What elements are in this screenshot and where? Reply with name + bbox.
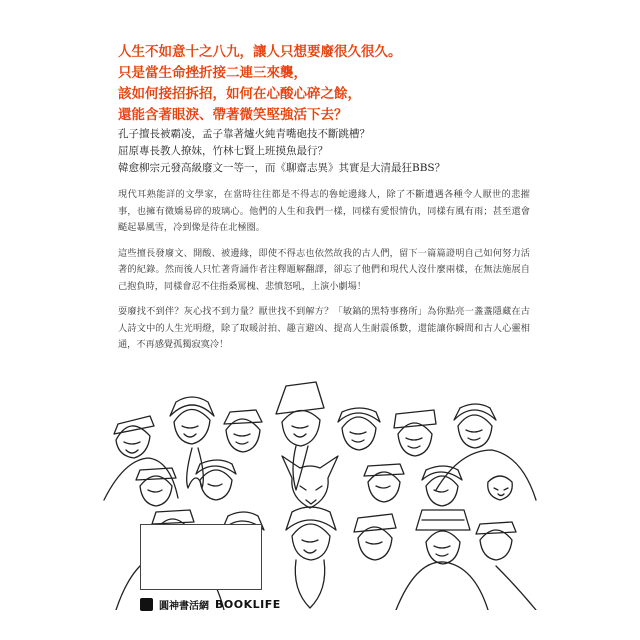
question-line: 韓愈柳宗元發高級廢文一等一，而《聊齋志異》其實是大清最狂BBS？ <box>118 162 446 174</box>
publisher-logo-icon <box>140 598 153 611</box>
publisher-footer <box>140 596 281 612</box>
body-paragraph: 現代耳熟能詳的文學家，在當時往往都是不得志的魯蛇邊緣人，除了不斷遭遇各種令人厭世的悲摧事，也擁有微嬌易碎的玻璃心。他們的人生和我們一樣，同樣有愛恨情仇，同樣有風有雨；甚至還會颳起暴風雪，冷到像是待在北極圈。 <box>118 189 530 233</box>
barcode-placeholder <box>140 524 262 590</box>
figure-group-middle <box>136 456 512 508</box>
hook-line: 該如何接招拆招，如何在心酸心碎之餘， <box>118 86 361 102</box>
body-paragraph: 這些擅長發廢文、開酸、被邊緣，即使不得志也依然故我的古人們，留下一篇篇證明自己如何努力活著的紀錄。然而後人只忙著背誦作者注釋題解翻譯，卻忘了他們和現代人沒什麼兩樣，在無法施展自己抱負時，同樣會忍不住指桑罵槐、悲憤怒吼，上演小劇場！ <box>118 247 530 292</box>
publisher-name: 圓神書活網 <box>159 600 209 612</box>
question-line: 屈原專長教人撩妹，竹林七賢上班摸魚最行？ <box>118 145 328 157</box>
hook-line: 還能含著眼淚、帶著微笑堅強活下去？ <box>118 107 348 123</box>
hook-line: 只是當生命挫折接二連三來襲， <box>118 65 307 81</box>
question-block <box>118 126 538 177</box>
fox-figure <box>282 456 338 508</box>
headline-hook <box>118 42 548 126</box>
brand-wordmark: BOOKLIFE <box>215 597 281 611</box>
hook-line: 人生不如意十之八九，讓人只想要廢很久很久。 <box>118 44 402 60</box>
body-paragraph: 耍廢找不到伴？灰心找不到力量？厭世找不到解方？「敏鎬的黑特事務所」為你點亮一盞盞隱藏在古人詩文中的人生光明燈，除了取暖討拍、趣言避凶、提高人生耐震係數，還能讓你瞬間和古人心靈相通，不再感覺孤獨寂寞冷！ <box>118 306 530 350</box>
question-line: 孔子擅長被霸凌，孟子靠著爐火純青嘴砲技不斷跳槽？ <box>118 128 370 140</box>
description-body <box>118 187 530 363</box>
